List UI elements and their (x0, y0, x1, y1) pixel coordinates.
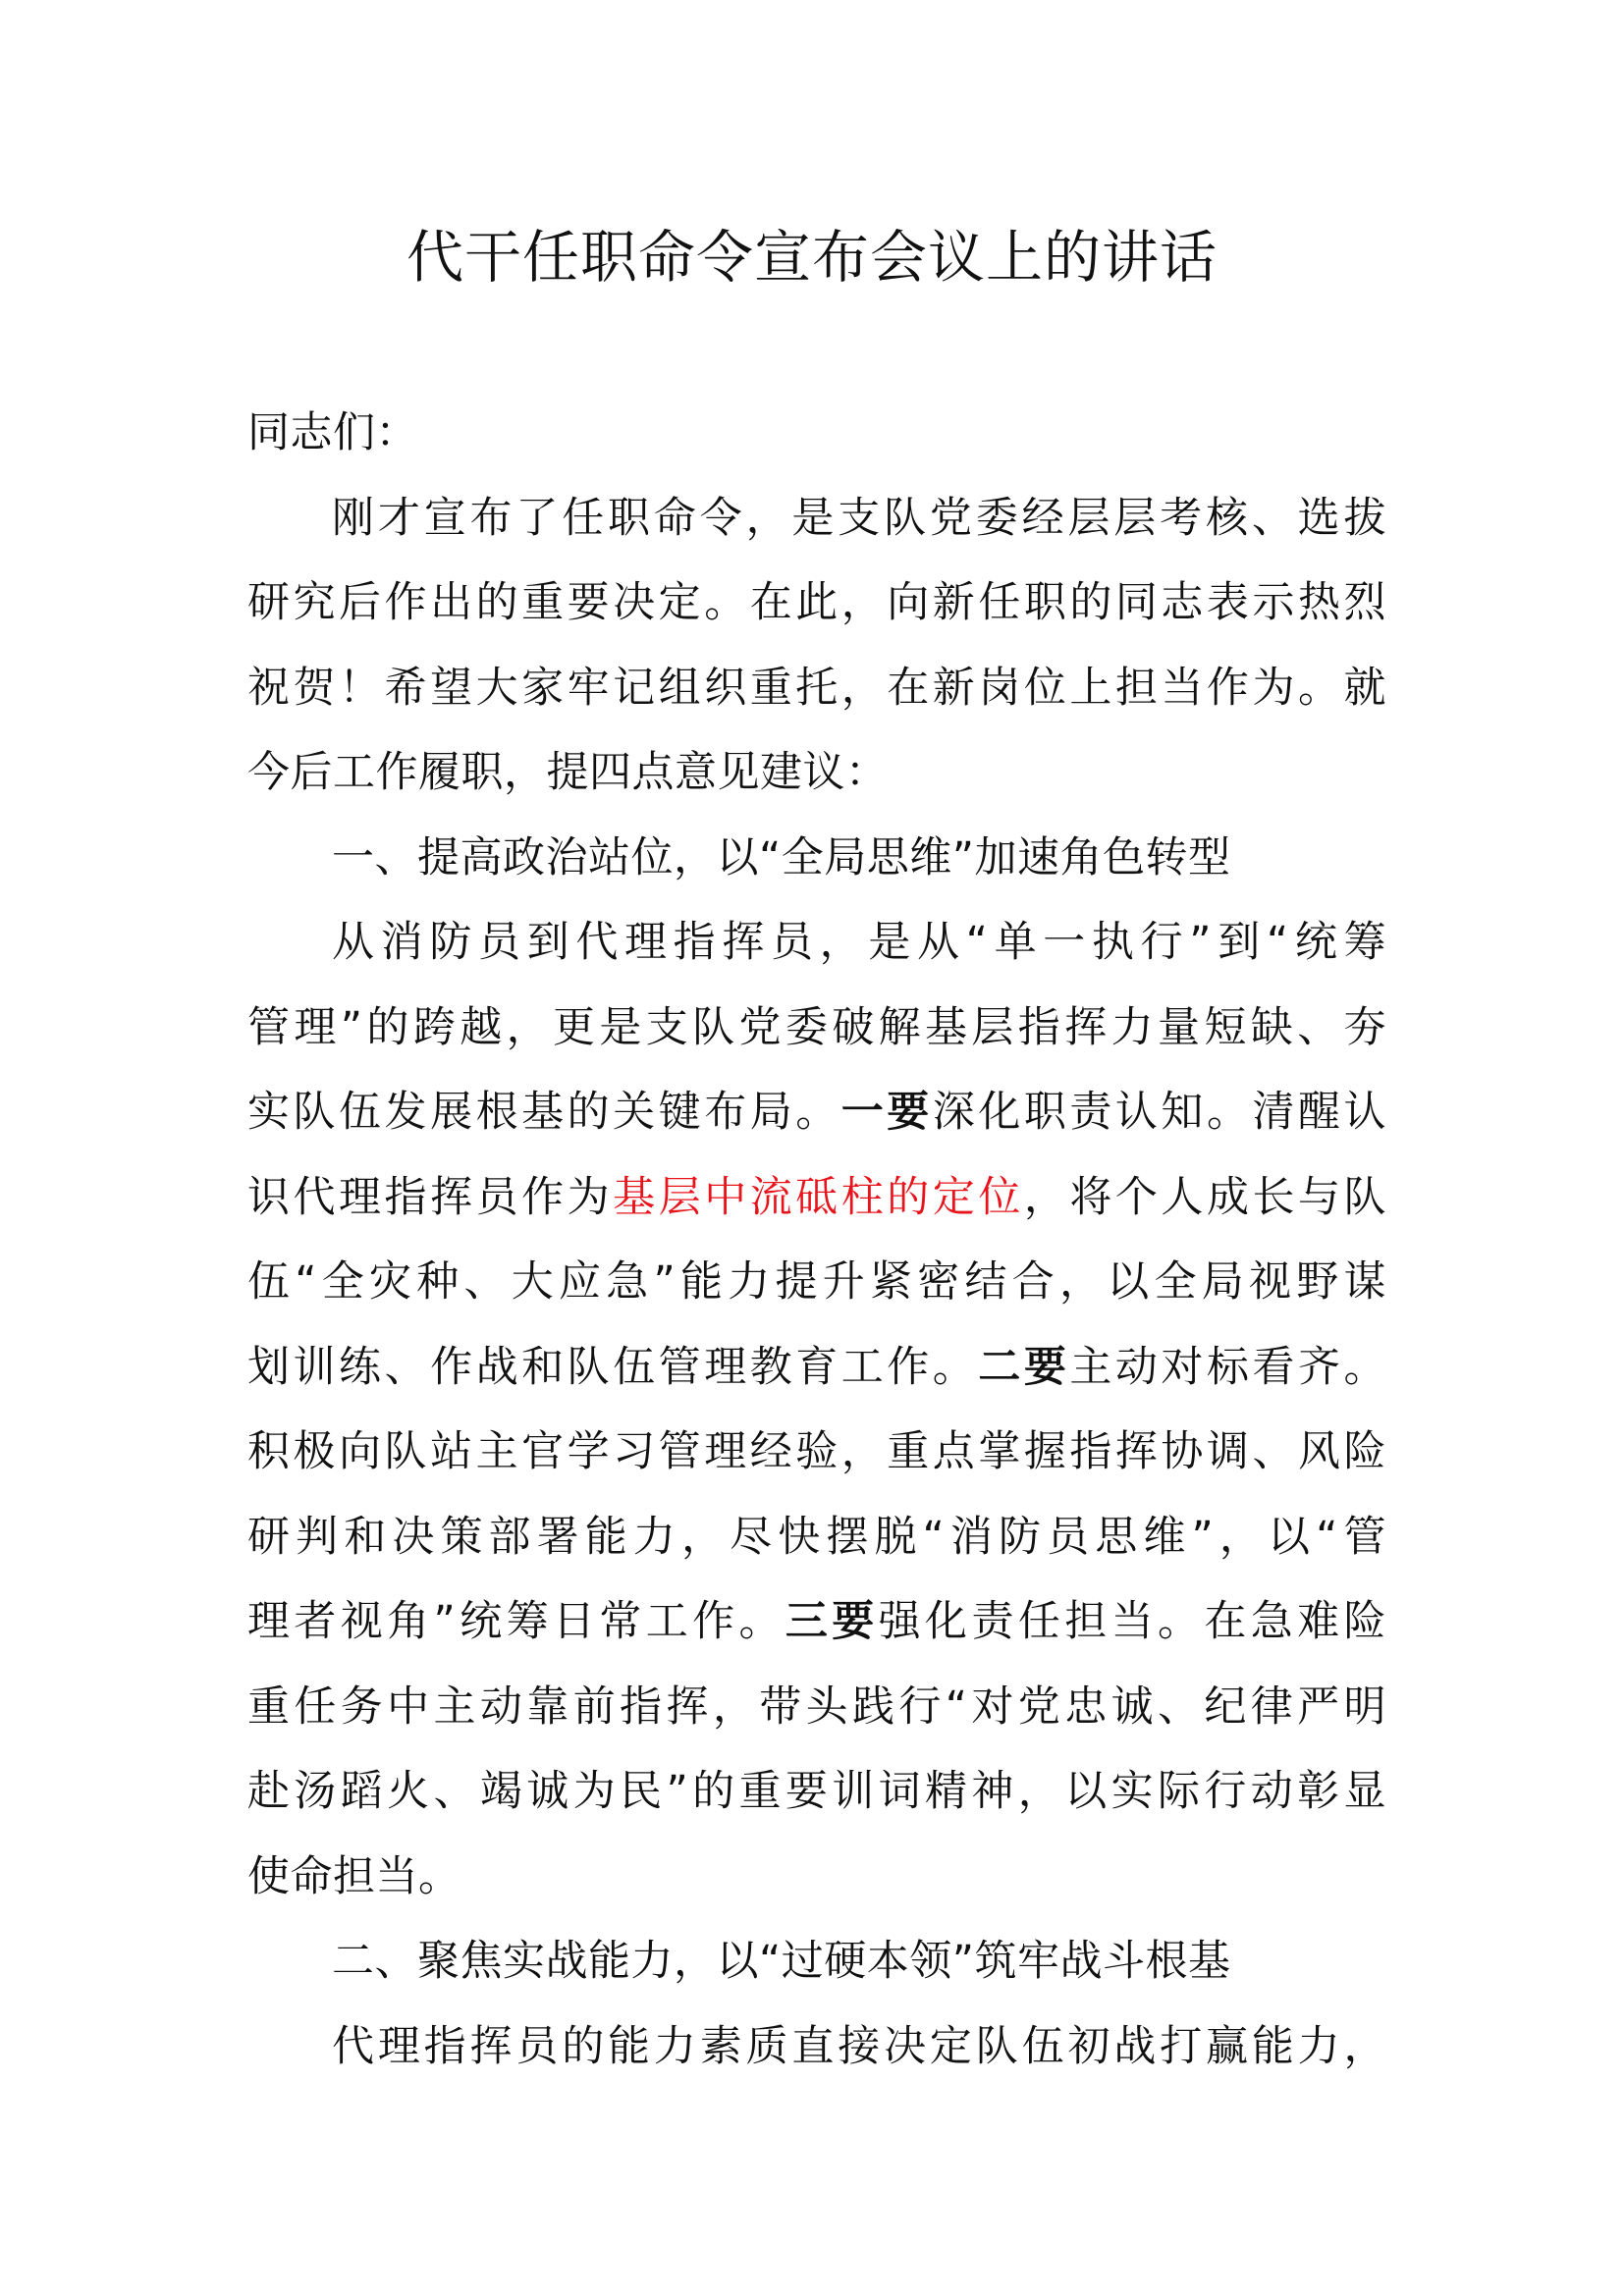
paragraph-segment: 划训练、作战和队伍管理教育工作。 (247, 1342, 979, 1392)
paragraph-line: 积极向队站主官学习管理经验，重点掌握指挥协调、风险 (247, 1427, 1386, 1476)
paragraph-segment: ，将个人成长与队 (1023, 1172, 1387, 1222)
paragraph-line: 伍“全灾种、大应急”能力提升紧密结合，以全局视野谋 (247, 1257, 1386, 1307)
paragraph-segment: 识代理指挥员作为 (247, 1172, 614, 1222)
intro-line: 祝贺！希望大家牢记组织重托，在新岗位上担当作为。就 (247, 663, 1386, 713)
section2-heading: 二、聚焦实战能力，以“过硬本领”筑牢战斗根基 (332, 1937, 1231, 1986)
paragraph-line (247, 1155, 1386, 1241)
paragraph-segment: 实队伍发展根基的关键布局。 (247, 1088, 841, 1137)
paragraph-line (247, 1070, 1386, 1155)
paragraph-segment: 理者视角”统筹日常工作。 (247, 1597, 785, 1646)
paragraph-line: 研判和决策部署能力，尽快摆脱“消防员思维”，以“管 (247, 1512, 1386, 1562)
paragraph-line: 赴汤蹈火、竭诚为民”的重要训词精神，以实际行动彰显 (247, 1767, 1386, 1816)
intro-line: 今后工作履职，提四点意见建议： (247, 748, 889, 797)
emphasis-text: 一要 (840, 1088, 933, 1137)
paragraph-line (247, 1325, 1386, 1411)
intro-line: 刚才宣布了任职命令，是支队党委经层层考核、选拔 (332, 493, 1386, 543)
paragraph-segment: 强化责任担当。在急难险 (878, 1597, 1387, 1646)
paragraph-line: 使命担当。 (247, 1851, 461, 1901)
paragraph-line: 从消防员到代理指挥员，是从“单一执行”到“统筹 (332, 918, 1386, 967)
highlight-text: 基层中流砥柱的定位 (613, 1172, 1024, 1222)
document-body (247, 391, 1386, 2089)
salutation: 同志们： (247, 408, 418, 457)
paragraph-line: 代理指挥员的能力素质直接决定队伍初战打赢能力， (332, 2021, 1386, 2071)
paragraph-line (247, 1579, 1386, 1665)
document-title: 代干任职命令宣布会议上的讲话 (406, 224, 1218, 291)
section1-heading: 一、提高政治站位，以“全局思维”加速角色转型 (332, 832, 1231, 882)
paragraph-line: 管理”的跨越，更是支队党委破解基层指挥力量短缺、夯 (247, 1002, 1386, 1052)
emphasis-text: 三要 (785, 1597, 879, 1646)
emphasis-text: 二要 (978, 1342, 1070, 1392)
paragraph-line: 重任务中主动靠前指挥，带头践行“对党忠诚、纪律严明 (247, 1682, 1386, 1732)
paragraph-segment: 深化职责认知。清醒认 (932, 1088, 1387, 1137)
paragraph-segment: 主动对标看齐。 (1069, 1342, 1387, 1392)
intro-line: 研究后作出的重要决定。在此，向新任职的同志表示热烈 (247, 578, 1386, 627)
